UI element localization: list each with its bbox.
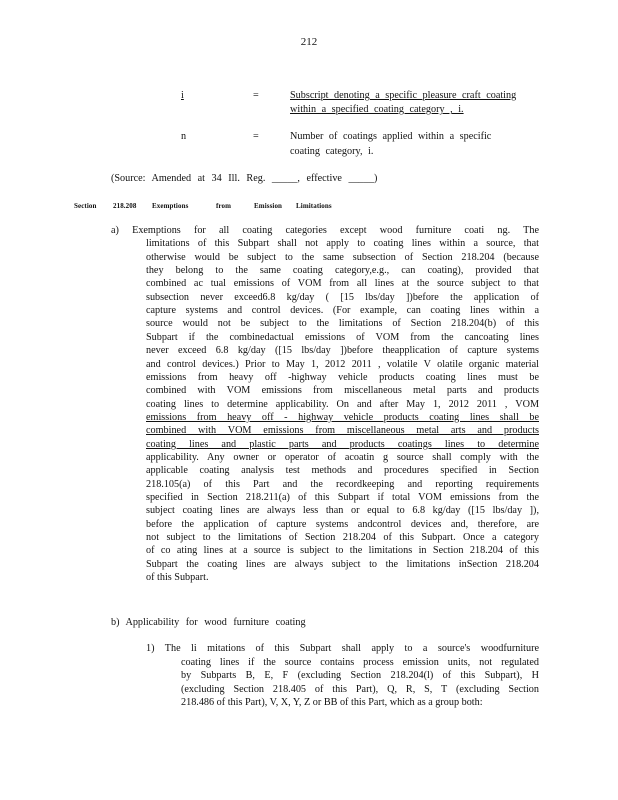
paragraph-line: limitations of this Subpart shall not apply to coating lines within a source, that bbox=[146, 238, 539, 250]
paragraph-line: emissions from heavy off - highway vehicle products coating lines shall be bbox=[146, 411, 539, 423]
paragraph-line: source would not be subject to the limitations of Section 218.204(b) of this bbox=[146, 318, 539, 330]
paragraph-line: 218.105(a) of this Part and the recordkeeping and reporting requirements bbox=[146, 478, 539, 490]
section-number: 218.208 bbox=[113, 202, 137, 210]
paragraph-line: Subpart if the combinedactual emissions of VOM from the cancoating lines bbox=[146, 331, 539, 343]
paragraph-line: by Subparts B, E, F (excluding Section 218.204(l) of this Subpart), H bbox=[181, 670, 539, 681]
paragraph-line: they belong to the same coating category,e.g., can coating), provided that bbox=[146, 265, 539, 277]
paragraph-line: applicable coating analysis test methods and procedures specified in Section bbox=[146, 465, 539, 477]
section-title-word: Limitations bbox=[296, 202, 332, 210]
paragraph-line: coating lines if the source contains process emission units, not regulated bbox=[181, 656, 539, 668]
paragraph-line: and control devices.) Prior to May 1, 2012 2011 , volatile V olatile organic material bbox=[146, 358, 539, 370]
section-title-word: Emission bbox=[254, 202, 283, 210]
paragraph-line: coating lines to determine applicability. On and after May 1, 2012 2011 , VOM bbox=[146, 398, 539, 410]
paragraph-line: never exceed 6.8 kg/day ([15 lbs/day ])before theapplication of capture systems bbox=[146, 345, 539, 357]
section-label: Section bbox=[74, 202, 97, 210]
definition-symbol-i: i bbox=[181, 90, 184, 101]
paragraph-line: 1) The li mitations of this Subpart shall apply to a source's woodfurniture bbox=[146, 643, 539, 654]
definition-text-i-line-2: within a specified coating category , i. bbox=[290, 104, 464, 115]
paragraph-line: before the application of capture systems andcontrol devices and, therefore, are bbox=[146, 518, 539, 530]
paragraph-line: a) Exemptions for all coating categories except wood furniture coati ng. The bbox=[111, 225, 539, 236]
paragraph-line: (excluding Section 218.405 of this Part), Q, R, S, T (excluding Section bbox=[181, 683, 539, 695]
paragraph-line: otherwise would be subject to the same subsection of Section 218.204 (because bbox=[146, 251, 539, 263]
subsection-b-heading: b) Applicability for wood furniture coating bbox=[111, 617, 306, 628]
paragraph-line: emissions from heavy off -highway vehicle products coating lines must be bbox=[146, 371, 539, 383]
paragraph-line: applicability. Any owner or operator of acoatin g source shall comply with the bbox=[146, 451, 539, 463]
paragraph-line: of this Subpart. bbox=[146, 572, 209, 584]
source-note: (Source: Amended at 34 Ill. Reg. _____, effective _____) bbox=[111, 173, 378, 184]
paragraph-line: Subpart the coating lines are always subject to the limitations inSection 218.204 bbox=[146, 558, 539, 570]
paragraph-line: capture systems and control devices. (For example, can coating lines within a bbox=[146, 305, 539, 317]
equals-sign: = bbox=[253, 131, 259, 142]
paragraph-line: combined ac tual emissions of VOM from all lines at the source subject to that bbox=[146, 278, 539, 290]
definition-text-n-line-2: coating category, i. bbox=[290, 146, 374, 157]
section-title-word: from bbox=[216, 202, 232, 210]
page-number: 212 bbox=[300, 36, 318, 48]
section-title-word: Exemptions bbox=[152, 202, 189, 210]
paragraph-line: combined with VOM emissions from miscellaneous metal arts and products bbox=[146, 425, 539, 437]
paragraph-line: specified in Section 218.211(a) of this Subpart if total VOM emissions from the bbox=[146, 492, 539, 503]
paragraph-line: of co ating lines at a source is subject to the limitations in Section 218.204 of this bbox=[146, 545, 539, 557]
definition-text-n-line-1: Number of coatings applied within a specific bbox=[290, 131, 492, 142]
paragraph-line: subject coating lines are always less than or equal to 6.8 kg/day ([15 lbs/day ]), bbox=[146, 505, 539, 517]
equals-sign: = bbox=[253, 90, 259, 101]
paragraph-line: subsection never exceed6.8 kg/day ( [15 lbs/day ])before the application of bbox=[146, 291, 539, 303]
paragraph-line: not subject to the limitations of Section 218.204 of this Subpart. Once a category bbox=[146, 532, 539, 544]
paragraph-line: 218.486 of this Part), V, X, Y, Z or BB of this Part, which as a group both: bbox=[181, 697, 483, 708]
paragraph-line: coating lines and plastic parts and products coatings lines to determine bbox=[146, 438, 539, 450]
definition-text-i-line-1: Subscript denoting a specific pleasure craft coating bbox=[290, 90, 517, 101]
paragraph-line: combined with VOM emissions from miscellaneous metal parts and products bbox=[146, 385, 539, 397]
definition-symbol-n: n bbox=[181, 131, 187, 142]
